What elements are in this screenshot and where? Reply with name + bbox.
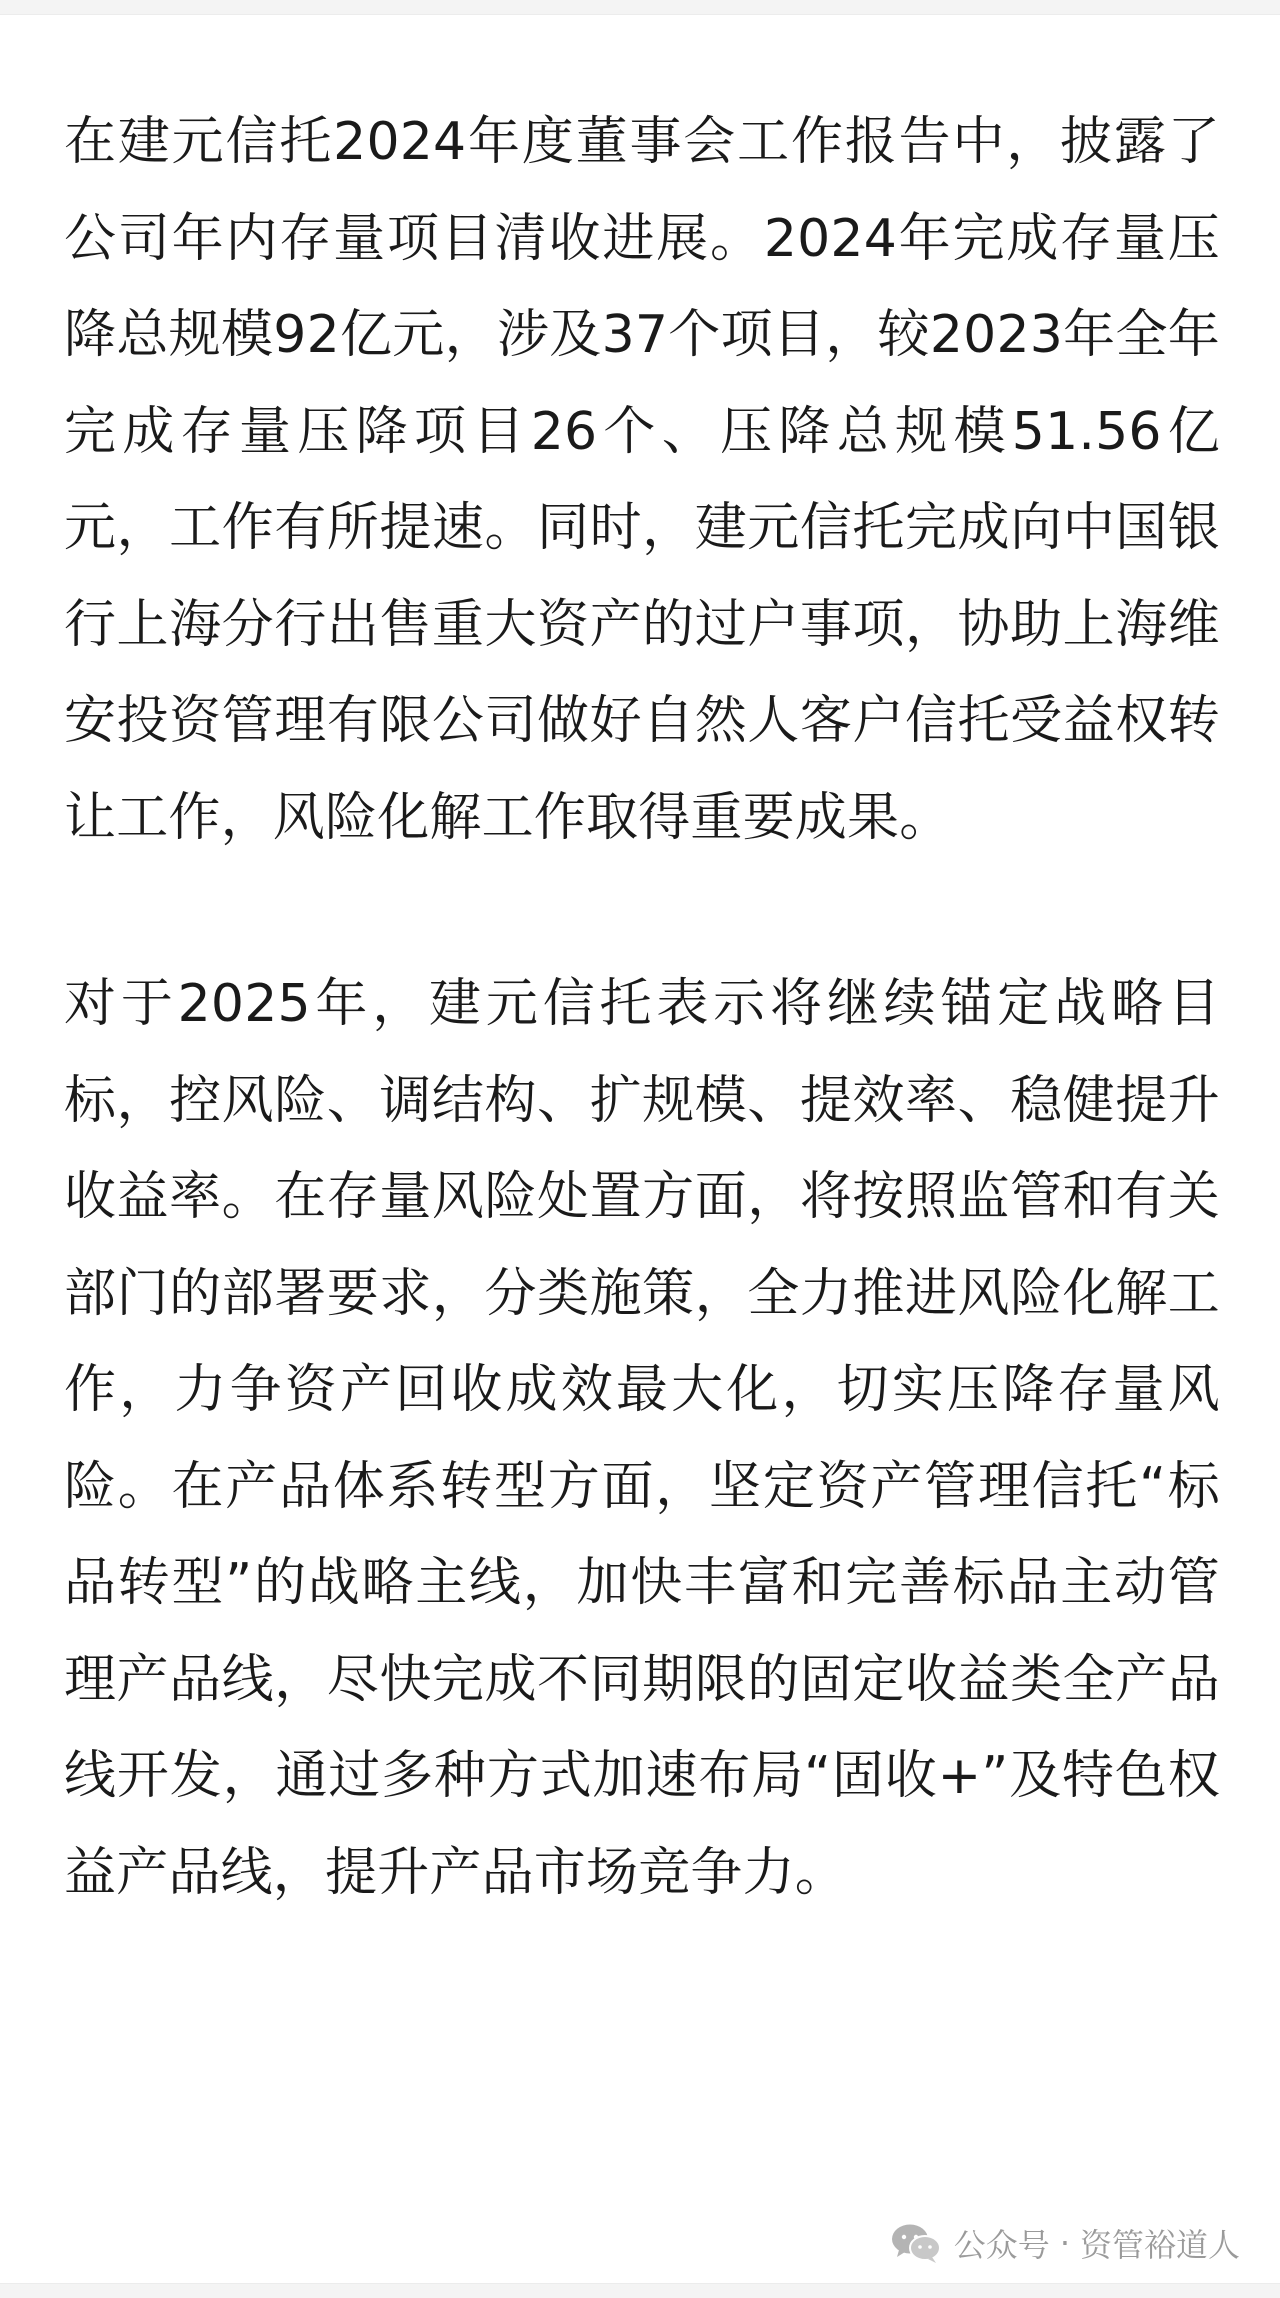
watermark-separator: · <box>1059 2224 1070 2262</box>
paragraph-2025-outlook: 对于2025年，建元信托表示将继续锚定战略目标，控风险、调结构、扩规模、提效率、稳健提升收益率。在存量风险处置方面，将按照监管和有关部门的部署要求，分类施策，全力推进风险化解工作，力争资产回收成效最大化，切实压降存量风险。在产品体系转型方面，坚定资产管理信托“标品转型”的战略主线，加快丰富和完善标品主动管理产品线，尽快完成不同期限的固定收益类全产品线开发，通过多种方式加速布局“固收+”及特色权益产品线，提升产品市场竞争力。 <box>64 974 1220 1903</box>
article-body <box>64 94 1220 1921</box>
watermark-platform: 公众号 <box>953 2226 1050 2264</box>
watermark-account-name: 资管裕道人 <box>1079 2226 1240 2264</box>
watermark <box>890 2213 1240 2273</box>
top-divider <box>0 0 1280 15</box>
paragraph-2024-progress: 在建元信托2024年度董事会工作报告中，披露了公司年内存量项目清收进展。2024年完成存量压降总规模92亿元，涉及37个项目，较2023年全年完成存量压降项目26个、压降总规模51.56亿元，工作有所提速。同时，建元信托完成向中国银行上海分行出售重大资产的过户事项，协助上海维安投资管理有限公司做好自然人客户信托受益权转让工作，风险化解工作取得重要成果。 <box>64 112 1220 848</box>
wechat-icon <box>890 2222 942 2264</box>
bottom-divider <box>0 2283 1280 2298</box>
